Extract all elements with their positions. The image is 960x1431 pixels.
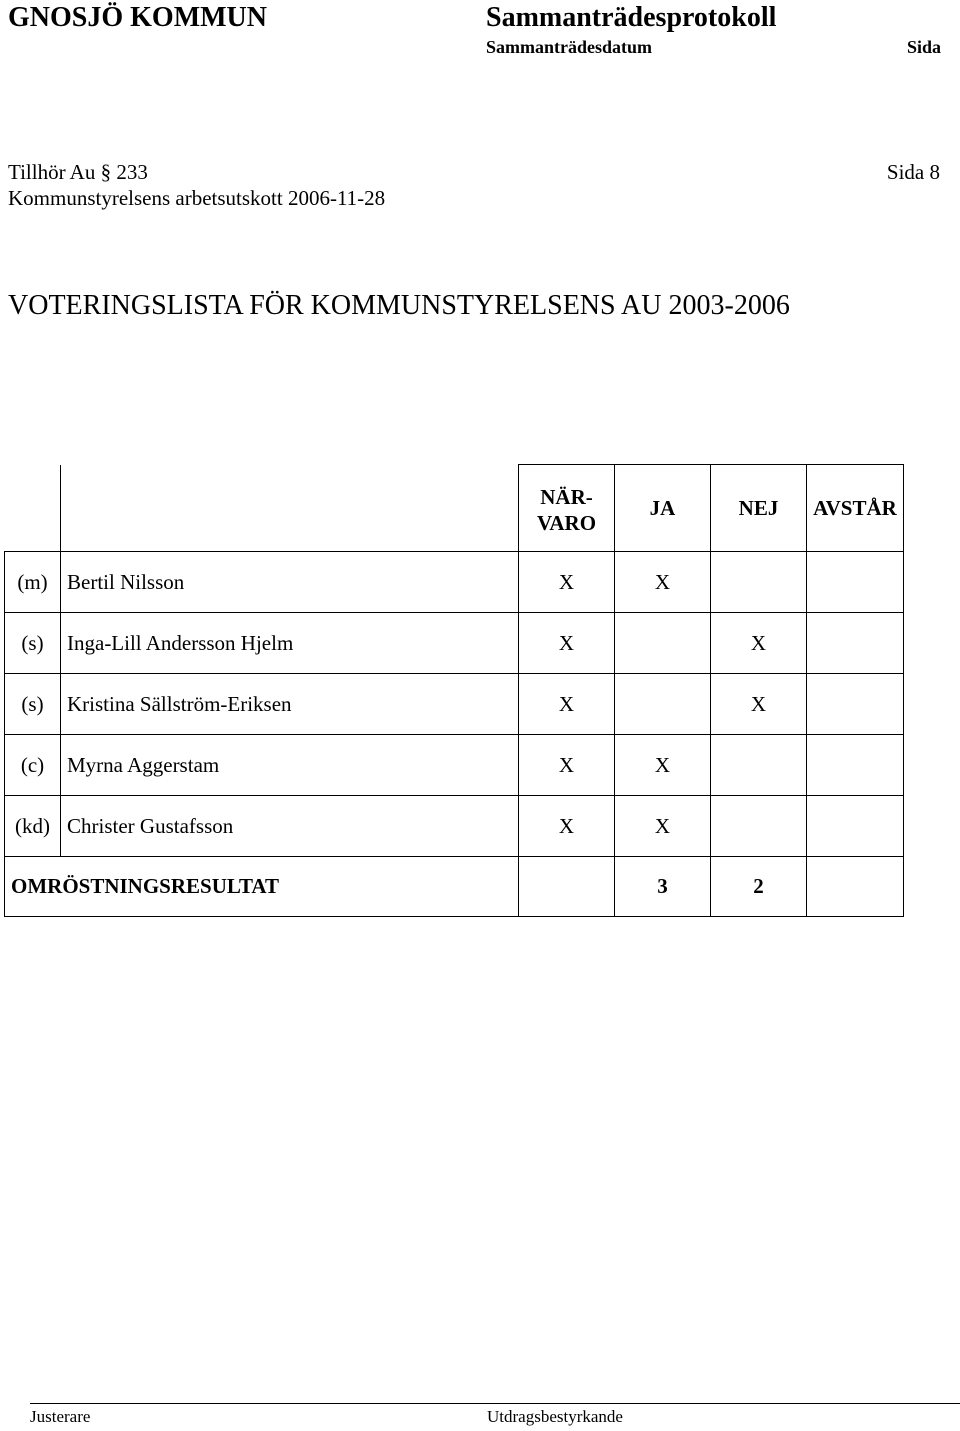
table-row (5, 796, 904, 857)
party-cell: (kd) (5, 796, 61, 857)
ja-cell: X (615, 552, 711, 613)
column-header-narvaro-label: NÄR- VARO (536, 485, 597, 535)
ja-cell: X (615, 735, 711, 796)
table-row (5, 552, 904, 613)
avstar-cell (807, 796, 904, 857)
footer-divider (30, 1403, 960, 1404)
narvaro-cell: X (519, 613, 615, 674)
avstar-cell (807, 735, 904, 796)
column-header-narvaro (519, 465, 615, 552)
page-label: Sida (907, 37, 942, 57)
ja-cell: X (615, 796, 711, 857)
nej-cell: X (711, 674, 807, 735)
party-cell: (m) (5, 552, 61, 613)
avstar-cell (807, 613, 904, 674)
nej-cell (711, 552, 807, 613)
table-row (5, 674, 904, 735)
organization-name: GNOSJÖ KOMMUN (8, 2, 267, 33)
result-ja: 3 (615, 857, 711, 917)
header-empty-cell (5, 465, 61, 552)
narvaro-cell: X (519, 735, 615, 796)
table-row (5, 735, 904, 796)
party-cell: (c) (5, 735, 61, 796)
voting-list-title: VOTERINGSLISTA FÖR KOMMUNSTYRELSENS AU 2003-2006 (8, 290, 790, 321)
footer-adjuster-label: Justerare (30, 1407, 91, 1426)
member-name-cell: Christer Gustafsson (61, 796, 519, 857)
nej-cell (711, 735, 807, 796)
table-row (5, 613, 904, 674)
member-name-cell: Inga-Lill Andersson Hjelm (61, 613, 519, 674)
party-cell: (s) (5, 613, 61, 674)
column-header-ja: JA (615, 465, 711, 552)
result-narvaro (519, 857, 615, 917)
table-header-row (5, 465, 904, 552)
ja-cell (615, 674, 711, 735)
nej-cell (711, 796, 807, 857)
voting-table (4, 464, 904, 917)
column-header-avstar: AVSTÅR (807, 465, 904, 552)
member-name-cell: Myrna Aggerstam (61, 735, 519, 796)
result-label: OMRÖSTNINGSRESULTAT (5, 857, 519, 917)
member-name-cell: Bertil Nilsson (61, 552, 519, 613)
result-avstar (807, 857, 904, 917)
paragraph-reference: Tillhör Au § 233 (8, 160, 148, 184)
ja-cell (615, 613, 711, 674)
nej-cell: X (711, 613, 807, 674)
footer-extract-certified-label: Utdragsbestyrkande (487, 1407, 623, 1426)
avstar-cell (807, 674, 904, 735)
document-title: Sammanträdesprotokoll (486, 2, 777, 33)
header-empty-cell (61, 465, 519, 552)
meeting-date-label: Sammanträdesdatum (486, 37, 653, 57)
narvaro-cell: X (519, 674, 615, 735)
avstar-cell (807, 552, 904, 613)
page-number: Sida 8 (886, 160, 940, 184)
result-nej: 2 (711, 857, 807, 917)
column-header-nej: NEJ (711, 465, 807, 552)
result-row (5, 857, 904, 917)
member-name-cell: Kristina Sällström-Eriksen (61, 674, 519, 735)
party-cell: (s) (5, 674, 61, 735)
meeting-body: Kommunstyrelsens arbetsutskott 2006-11-28 (8, 186, 386, 210)
narvaro-cell: X (519, 796, 615, 857)
narvaro-cell: X (519, 552, 615, 613)
